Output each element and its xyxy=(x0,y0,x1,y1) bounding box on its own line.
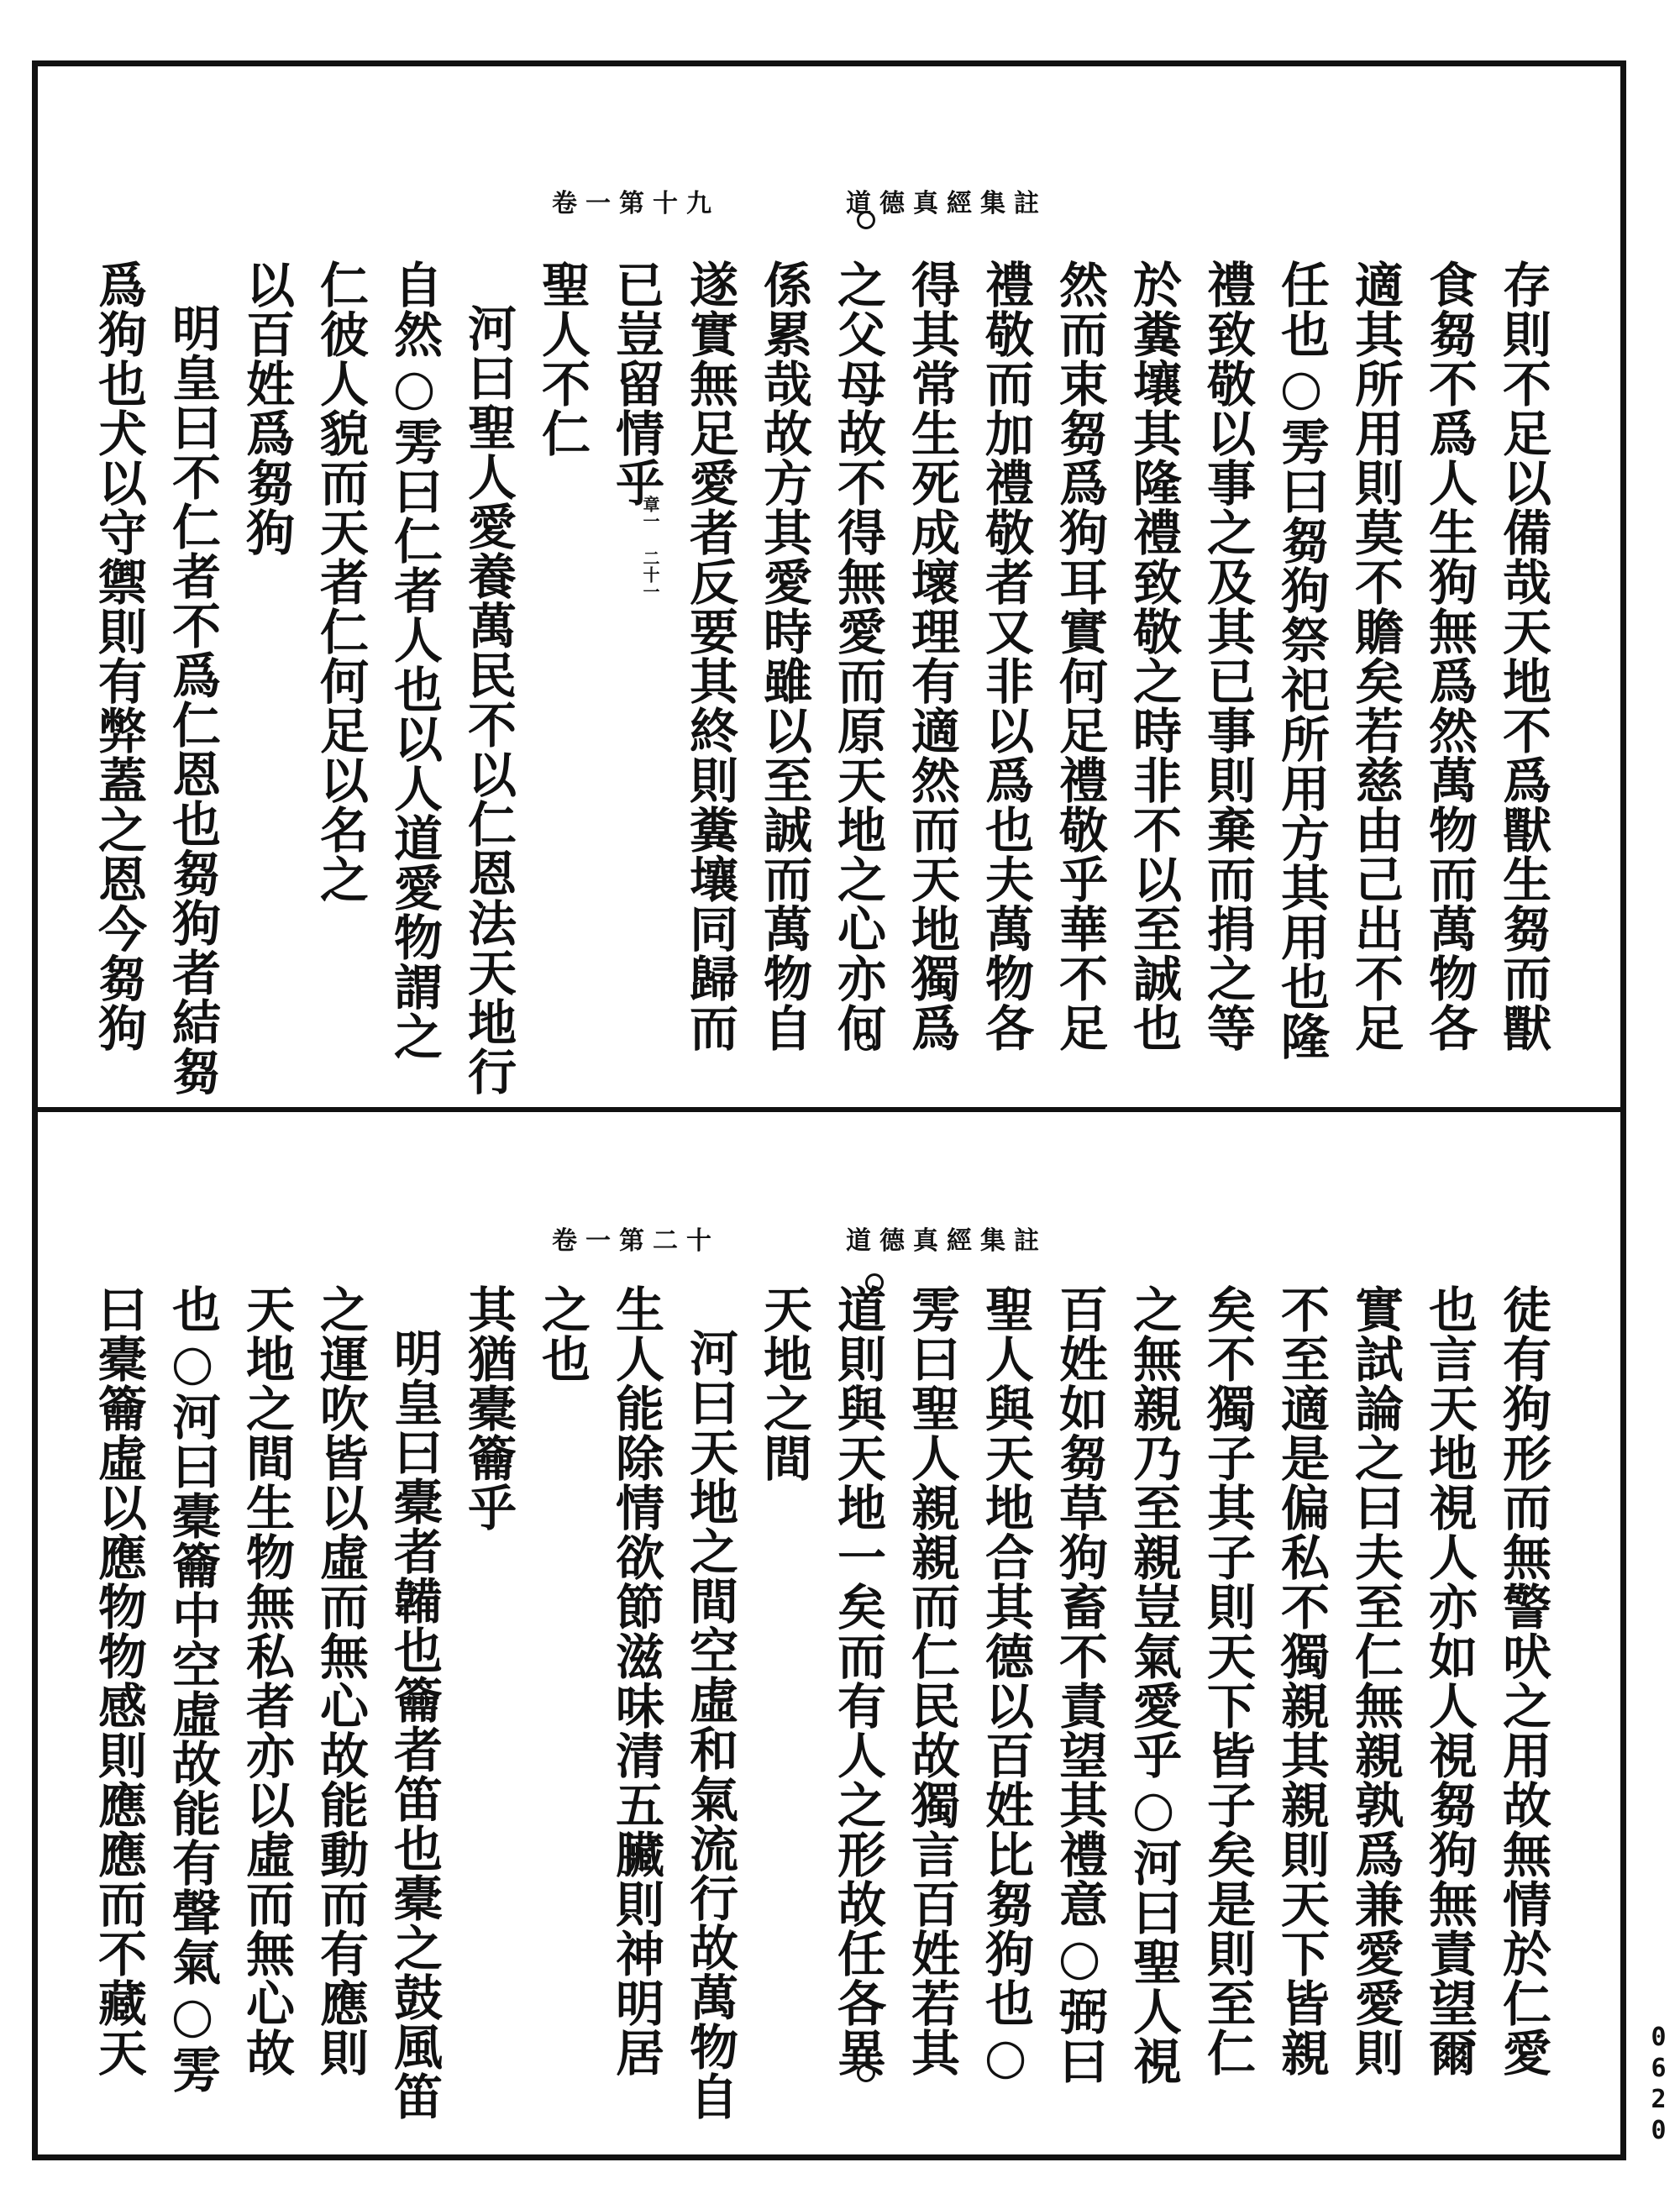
text-column: 也○河曰橐籥中空虛故能有聲氣○雱 xyxy=(164,1284,221,2094)
text-column: 河曰聖人愛養萬民不以仁恩法天地行 xyxy=(459,303,517,1096)
text-column: 爲狗也犬以守禦則有弊蓋之恩今芻狗 xyxy=(90,260,147,1052)
text-column: 百姓如芻草狗畜不責望其禮意○弼曰 xyxy=(1051,1284,1108,2086)
text-column: 禮敬而加禮敬者又非以爲也夫萬物各 xyxy=(977,260,1034,1052)
circle-mark xyxy=(857,211,875,229)
text-column: 徒有狗形而無警吠之用故無情於仁愛 xyxy=(1494,1284,1551,2077)
text-column: 明皇曰橐者韛也籥者笛也橐之鼓風笛 xyxy=(386,1328,443,2121)
text-column: 於糞壤其隆禮致敬之時非不以至誠也 xyxy=(1125,260,1182,1052)
text-column: 雱曰聖人親親而仁民故獨言百姓若其 xyxy=(903,1284,960,2077)
heading-column: 天地之間 xyxy=(755,1284,812,1483)
heading-column: 以百姓爲芻狗 xyxy=(238,260,295,557)
text-column: 之無親乃至親豈氣愛乎○河曰聖人視 xyxy=(1125,1284,1182,2086)
top-header-title: 道德真經集註 xyxy=(846,189,1047,218)
text-column: 之也 xyxy=(533,1284,591,1383)
text-column: 生人能除情欲節滋味清五臟則神明居 xyxy=(607,1284,664,2077)
text-column: 道則與天地一矣而有人之形故任各異 xyxy=(829,1284,886,2077)
text-column: 得其常生死成壞理有適然而天地獨爲 xyxy=(903,260,960,1052)
bottom-text-columns xyxy=(81,1284,1560,2133)
text-column: 禮致敬以事之及其已事則棄而捐之等 xyxy=(1199,260,1256,1052)
text-column: 然而束芻爲狗耳實何足禮敬乎華不足 xyxy=(1051,260,1108,1052)
bottom-page xyxy=(38,1112,1620,2154)
text-column: 食芻不爲人生狗無爲然萬物而萬物各 xyxy=(1420,260,1478,1052)
marginal-note: 章一 二十一 xyxy=(640,496,660,600)
page-number: 0620 xyxy=(1644,2023,1673,2147)
text-column: 聖人與天地合其德以百姓比芻狗也○ xyxy=(977,1284,1034,2086)
top-header-section: 卷一第十九 xyxy=(552,189,720,218)
heading-column: 其猶橐籥乎 xyxy=(459,1284,517,1532)
text-column: 實試論之曰夫至仁無親孰爲兼愛愛則 xyxy=(1347,1284,1404,2077)
top-page xyxy=(38,66,1620,1107)
text-column: 也言天地視人亦如人視芻狗無責望爾 xyxy=(1420,1284,1478,2077)
text-column: 仁彼人貌而天者仁何足以名之 xyxy=(312,260,369,904)
text-column: 明皇曰不仁者不爲仁恩也芻狗者結芻 xyxy=(164,303,221,1096)
bottom-header-title: 道德真經集註 xyxy=(846,1226,1047,1256)
text-column: 之父母故不得無愛而原天地之心亦何 xyxy=(829,260,886,1052)
text-column: 天地之間生物無私者亦以虛而無心故 xyxy=(238,1284,295,2077)
text-column: 不至適是偏私不獨親其親則天下皆親 xyxy=(1273,1284,1330,2077)
text-column: 已豈留情乎 xyxy=(607,260,664,507)
text-column: 之運吹皆以虛而無心故能動而有應則 xyxy=(312,1284,369,2077)
text-column: 係累哉故方其愛時雖以至誠而萬物自 xyxy=(755,260,812,1052)
text-column: 任也○雱曰芻狗祭祀所用方其用也隆 xyxy=(1273,260,1330,1061)
text-column: 存則不足以備哉天地不爲獸生芻而獸 xyxy=(1494,260,1551,1052)
text-column: 自然○雱曰仁者人也以人道愛物謂之 xyxy=(386,260,443,1061)
text-column: 矣不獨子其子則天下皆子矣是則至仁 xyxy=(1199,1284,1256,2077)
heading-column: 聖人不仁 xyxy=(533,260,591,458)
bottom-header-section: 卷一第二十 xyxy=(552,1226,720,1256)
text-column: 適其所用則莫不贍矣若慈由己出不足 xyxy=(1347,260,1404,1052)
text-column: 河曰天地之間空虛和氣流行故萬物自 xyxy=(681,1328,738,2121)
text-column: 遂實無足愛者反要其終則糞壤同歸而 xyxy=(681,260,738,1052)
text-column: 曰橐籥虛以應物物感則應應而不藏天 xyxy=(90,1284,147,2077)
top-text-columns xyxy=(81,260,1560,1100)
